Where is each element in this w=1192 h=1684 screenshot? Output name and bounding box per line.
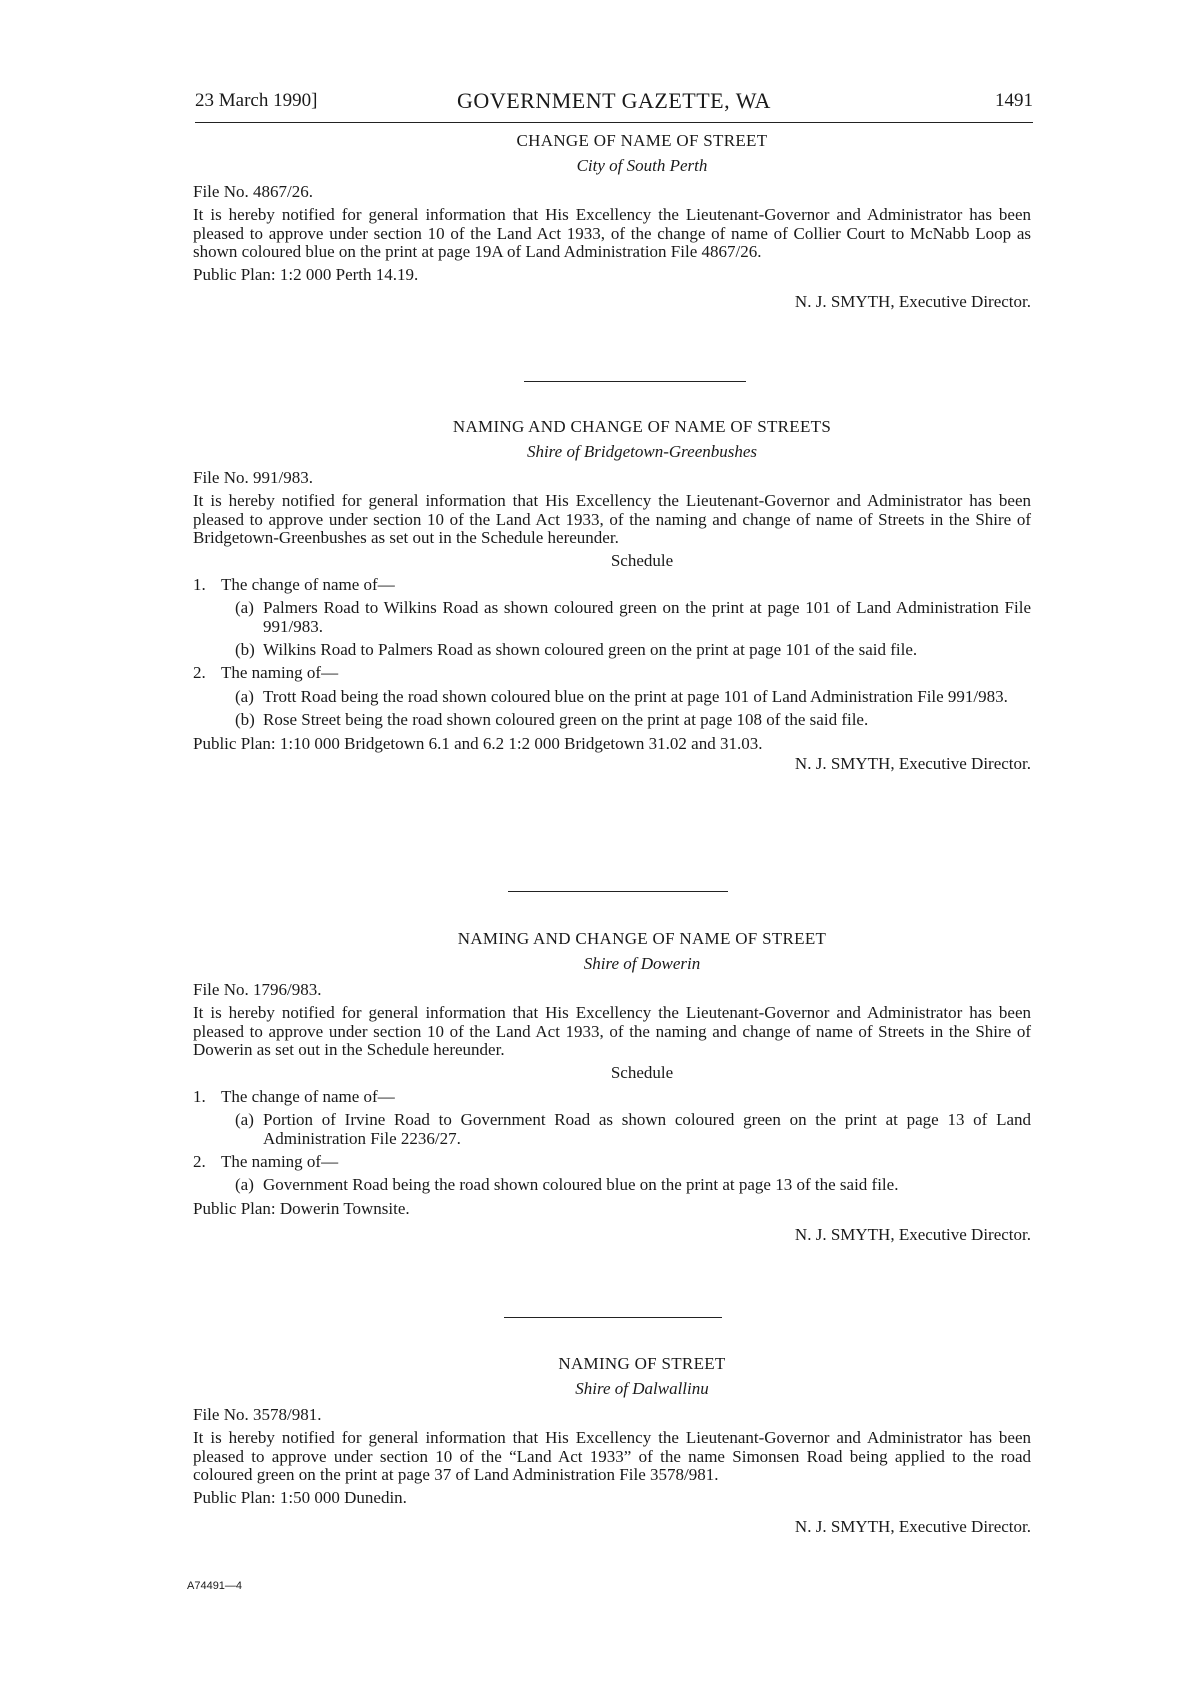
print-code: A74491—4: [187, 1580, 243, 1592]
item-number: 1.: [193, 574, 206, 594]
section-divider: [504, 1317, 722, 1318]
subitem-text: Rose Street being the road shown coloured green on the print at page 108 of the said file.: [263, 710, 869, 730]
file-number: File No. 1796/983.: [193, 979, 322, 999]
notice-title: NAMING AND CHANGE OF NAME OF STREETS: [452, 417, 832, 436]
item-text: The naming of—: [221, 663, 339, 683]
page-number: 1491: [995, 90, 1033, 111]
subitem-label: (a): [235, 686, 254, 706]
item-number: 2.: [193, 663, 206, 683]
file-number: File No. 4867/26.: [193, 181, 313, 201]
file-number: File No. 991/983.: [193, 467, 313, 487]
item-text: The change of name of—: [221, 1086, 395, 1106]
notice-subtitle: City of South Perth: [576, 156, 708, 176]
notice-title: NAMING OF STREET: [558, 1354, 726, 1373]
notice-body: It is hereby notified for general information that His Excellency the Lieutenant-Governor and Administrator has been pleased to approve under section 10 of the Land Act 1933, of the naming and change of name of Streets in the Shire of Dowerin as set out in the Schedule hereunder.: [193, 1003, 1031, 1060]
subitem-text: Wilkins Road to Palmers Road as shown coloured green on the print at page 101 of the said file.: [263, 640, 918, 660]
publication-title: GOVERNMENT GAZETTE, WA: [457, 88, 771, 113]
signature: N. J. SMYTH, Executive Director.: [794, 1225, 1031, 1245]
subitem-label: (b): [235, 640, 255, 660]
subitem-label: (a): [235, 598, 254, 618]
notice-south-perth: [193, 132, 1031, 311]
schedule-subitem: [193, 688, 1031, 706]
public-plan: Public Plan: Dowerin Townsite.: [193, 1198, 410, 1218]
page-header: [195, 90, 1033, 120]
notice-dowerin: [193, 930, 1031, 1245]
schedule-subitem: [193, 641, 1031, 659]
subitem-text: Government Road being the road shown coloured blue on the print at page 13 of the said file.: [263, 1175, 899, 1195]
schedule-item: [193, 576, 1031, 594]
subitem-text: Trott Road being the road shown coloured blue on the print at page 101 of Land Administration File 991/983.: [263, 686, 1008, 706]
item-number: 2.: [193, 1152, 206, 1172]
subitem-label: (b): [235, 710, 255, 730]
schedule-item: [193, 1088, 1031, 1106]
notice-title: NAMING AND CHANGE OF NAME OF STREET: [457, 929, 827, 948]
schedule-subitem: [193, 599, 1031, 636]
section-divider: [524, 381, 746, 382]
notice-body: It is hereby notified for general information that His Excellency the Lieutenant-Governor and Administrator has been pleased to approve under section 10 of the “Land Act 1933” of the name Simonsen Road being applied to the road coloured green on the print at page 37 of Land Administration File 3578/981.: [193, 1428, 1031, 1485]
section-divider: [508, 891, 728, 892]
schedule-subitem: [193, 1111, 1031, 1148]
schedule-heading: Schedule: [610, 551, 674, 571]
subitem-text: Palmers Road to Wilkins Road as shown coloured green on the print at page 101 of Land Administration File 991/983.: [263, 598, 1031, 636]
public-plan: Public Plan: 1:10 000 Bridgetown 6.1 and 6.2 1:2 000 Bridgetown 31.02 and 31.03.: [193, 733, 763, 753]
schedule-subitem: [193, 1176, 1031, 1194]
schedule-item: [193, 1153, 1031, 1171]
file-number: File No. 3578/981.: [193, 1404, 322, 1424]
item-text: The naming of—: [221, 1152, 339, 1172]
notice-subtitle: Shire of Bridgetown-Greenbushes: [526, 442, 758, 462]
schedule-subitem: [193, 711, 1031, 729]
header-rule: [195, 122, 1033, 123]
subitem-label: (a): [235, 1110, 254, 1130]
subitem-label: (a): [235, 1175, 254, 1195]
signature: N. J. SMYTH, Executive Director.: [794, 1516, 1031, 1536]
signature: N. J. SMYTH, Executive Director.: [794, 754, 1031, 774]
notice-body: It is hereby notified for general information that His Excellency the Lieutenant-Governor and Administrator has been pleased to approve under section 10 of the Land Act 1933, of the change of name of Collier Court to McNabb Loop as shown coloured blue on the print at page 19A of Land Administration File 4867/26.: [193, 205, 1031, 262]
item-text: The change of name of—: [221, 574, 395, 594]
public-plan: Public Plan: 1:50 000 Dunedin.: [193, 1488, 407, 1508]
notice-subtitle: Shire of Dalwallinu: [575, 1379, 709, 1399]
notice-title: CHANGE OF NAME OF STREET: [516, 131, 768, 150]
signature: N. J. SMYTH, Executive Director.: [794, 291, 1031, 311]
notice-bridgetown-greenbushes: [193, 418, 1031, 774]
schedule-heading: Schedule: [610, 1063, 674, 1083]
header-date: 23 March 1990]: [195, 90, 318, 111]
public-plan: Public Plan: 1:2 000 Perth 14.19.: [193, 265, 419, 285]
item-number: 1.: [193, 1086, 206, 1106]
notice-body: It is hereby notified for general information that His Excellency the Lieutenant-Governor and Administrator has been pleased to approve under section 10 of the Land Act 1933, of the naming and change of name of Streets in the Shire of Bridgetown-Greenbushes as set out in the Schedule hereunder.: [193, 491, 1031, 548]
notice-subtitle: Shire of Dowerin: [583, 954, 701, 974]
subitem-text: Portion of Irvine Road to Government Road as shown coloured green on the print at page 13 of Land Administration File 2236/27.: [263, 1110, 1031, 1148]
notice-dalwallinu: [193, 1355, 1031, 1536]
schedule-item: [193, 664, 1031, 682]
